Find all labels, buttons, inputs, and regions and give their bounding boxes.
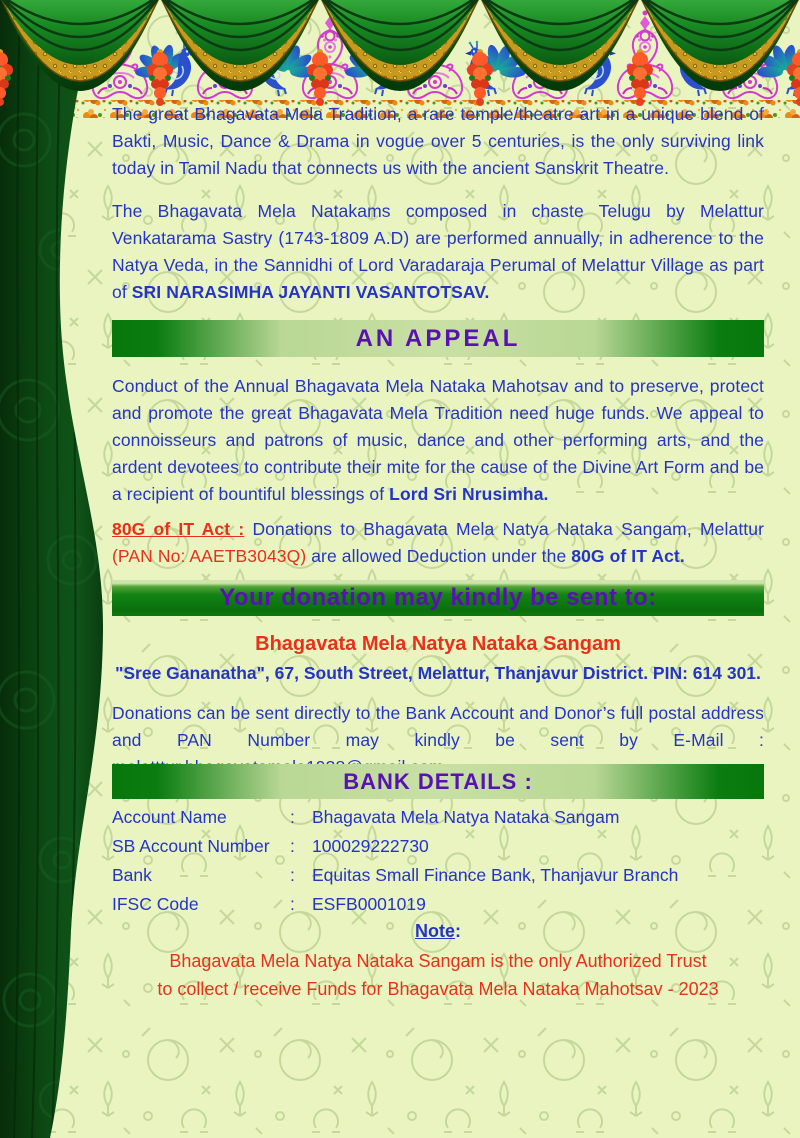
- appeal-paragraph-text: Conduct of the Annual Bhagavata Mela Nataka Mahotsav and to preserve, protect and promote the great Bhagavata Mela Tradition need huge funds. We appeal to connoisseurs and patrons of music, dance and other performing arts, and the ardent devotees to contribute their mite for the cause of the Divine Art Form and be a recipient of bountiful blessings of: [112, 376, 764, 504]
- bank-row-separator: :: [290, 865, 295, 885]
- appeal-banner: [112, 320, 764, 357]
- note-colon: :: [455, 921, 461, 941]
- tax-text-1: Donations to Bhagavata Mela Natya Nataka Sangam, Melattur: [244, 519, 764, 539]
- note-line-2: to collect / receive Funds for Bhagavata Mela Nataka Mahotsav - 2023: [157, 978, 719, 999]
- note-label: Note: [415, 921, 455, 941]
- bank-details-banner-label: BANK DETAILS :: [343, 768, 533, 794]
- bank-row-value: ESFB0001019: [312, 894, 426, 914]
- appeal-paragraph: [112, 373, 764, 508]
- tax-act-bold: 80G of IT Act.: [571, 546, 685, 566]
- note-heading: [112, 921, 764, 942]
- intro-paragraph-1-text: The great Bhagavata Mela Tradition, a rare temple/theatre art in a unique blend of Bakti, Music, Dance & Drama in vogue over 5 centuries, is the only surviving link today in Tamil Nadu that connects us with the ancient Sanskrit Theatre.: [112, 104, 764, 178]
- bank-row-value: 100029222730: [312, 836, 429, 856]
- pan-number: (PAN No: AAETB3043Q): [112, 546, 307, 566]
- organization-name: Bhagavata Mela Natya Nataka Sangam: [255, 633, 621, 655]
- bank-row-value: Bhagavata Mela Natya Nataka Sangam: [312, 807, 620, 827]
- bank-row-label: IFSC Code: [112, 894, 199, 914]
- bank-row-separator: :: [290, 836, 295, 856]
- bank-details-table: [112, 803, 764, 919]
- tax-exemption-paragraph: [112, 516, 764, 570]
- intro-paragraph-1: [112, 101, 764, 182]
- donation-banner-label: Your donation may kindly be sent to:: [219, 584, 657, 611]
- table-row: [112, 803, 764, 832]
- bank-details-banner: [112, 764, 764, 799]
- note-line-1: Bhagavata Mela Natya Nataka Sangam is the only Authorized Trust: [169, 951, 707, 971]
- table-row: [112, 861, 764, 890]
- bank-row-value: Equitas Small Finance Bank, Thanjavur Branch: [312, 865, 679, 885]
- tax-heading: 80G of IT Act :: [112, 519, 245, 539]
- donation-banner: [112, 580, 764, 616]
- table-row: [112, 890, 764, 919]
- bank-row-separator: :: [290, 894, 295, 914]
- lord-name: Lord Sri Nrusimha.: [389, 484, 549, 504]
- bank-row-separator: :: [290, 807, 295, 827]
- note-body: [112, 948, 764, 1003]
- bank-row-label: Account Name: [112, 807, 227, 827]
- table-row: [112, 832, 764, 861]
- email-paragraph-text: Donations can be sent directly to the Bank Account and Donor’s full postal address and PAN Number may kindly be sent by E-Mail :: [112, 703, 764, 750]
- intro-paragraph-2: [112, 198, 764, 306]
- tax-text-2: are allowed Deduction under the: [306, 546, 572, 566]
- organization-address: "Sree Gananatha", 67, South Street, Melattur, Thanjavur District. PIN: 614 301.: [115, 663, 761, 683]
- intro-paragraph-2-text: The Bhagavata Mela Natakams composed in chaste Telugu by Melattur Venkatarama Sastry (1743-1809 A.D) are performed annually, in adherence to the Natya Veda, in the Sannidhi of Lord Varadaraja Perumal of Melattur Village as part of: [112, 201, 764, 302]
- festival-name: SRI NARASIMHA JAYANTI VASANTOTSAV.: [131, 282, 490, 302]
- bank-row-label: Bank: [112, 865, 152, 885]
- appeal-banner-label: AN APPEAL: [355, 324, 521, 352]
- bank-row-label: SB Account Number: [112, 836, 270, 856]
